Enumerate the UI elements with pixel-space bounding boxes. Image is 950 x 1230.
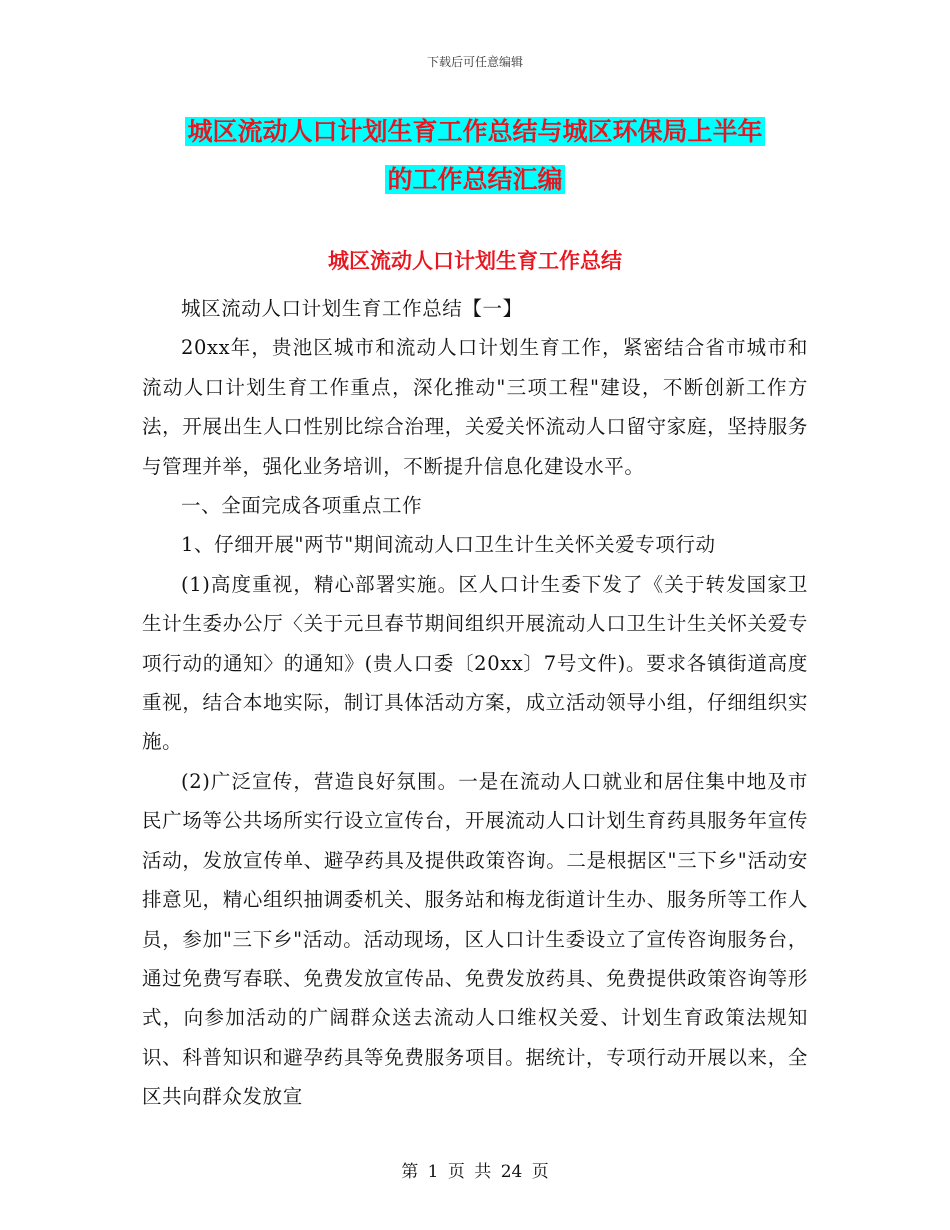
body-paragraph: 20xx年，贵池区城市和流动人口计划生育工作，紧密结合省市城市和流动人口计划生育工作重点，深化推动"三项工程"建设，不断创新工作方法，开展出生人口性别比综合治理，关爱关怀流动人口留守家庭，坚持服务与管理并举，强化业务培训，不断提升信息化建设水平。 bbox=[142, 336, 808, 478]
body-paragraph: (1)高度重视，精心部署实施。区人口计生委下发了《关于转发国家卫生计生委办公厅〈关于元旦春节期间组织开展流动人口卫生计生关怀关爱专项行动的通知〉的通知》(贵人口委〔20xx〕7号文件)。要求各镇街道高度重视，结合本地实际，制订具体活动方案，成立活动领导小组，仔细组织实施。 bbox=[142, 572, 808, 754]
section-title: 城区流动人口计划生育工作总结 bbox=[328, 249, 622, 273]
header-note: 下载后可任意编辑 bbox=[426, 55, 523, 69]
document-title-line-2: 的工作总结汇编 bbox=[387, 165, 563, 194]
body-paragraph: (2)广泛宣传，营造良好氛围。一是在流动人口就业和居住集中地及市民广场等公共场所实行设立宣传台，开展流动人口计划生育药具服务年宣传活动，发放宣传单、避孕药具及提供政策咨询。二是根据区"三下乡"活动安排意见，精心组织抽调委机关、服务站和梅龙街道计生办、服务所等工作人员，参加"三下乡"活动。活动现场，区人口计生委设立了宣传咨询服务台，通过免费写春联、免费发放宣传品、免费发放药具、免费提供政策咨询等形式，向参加活动的广阔群众送去流动人口维权关爱、计划生育政策法规知识、科普知识和避孕药具等免费服务项目。据统计，专项行动开展以来，全区共向群众发放宣 bbox=[142, 769, 808, 1109]
document-title bbox=[140, 108, 810, 204]
document-title-line-1: 城区流动人口计划生育工作总结与城区环保局上半年 bbox=[187, 117, 763, 146]
body-paragraph: 1、仔细开展"两节"期间流动人口卫生计生关怀关爱专项行动 bbox=[181, 533, 716, 557]
document-body bbox=[142, 289, 808, 1117]
body-paragraph: 城区流动人口计划生育工作总结【一】 bbox=[181, 297, 523, 320]
body-paragraph: 一、全面完成各项重点工作 bbox=[181, 494, 423, 518]
page-number: 第 1 页 共 24 页 bbox=[401, 1162, 549, 1182]
